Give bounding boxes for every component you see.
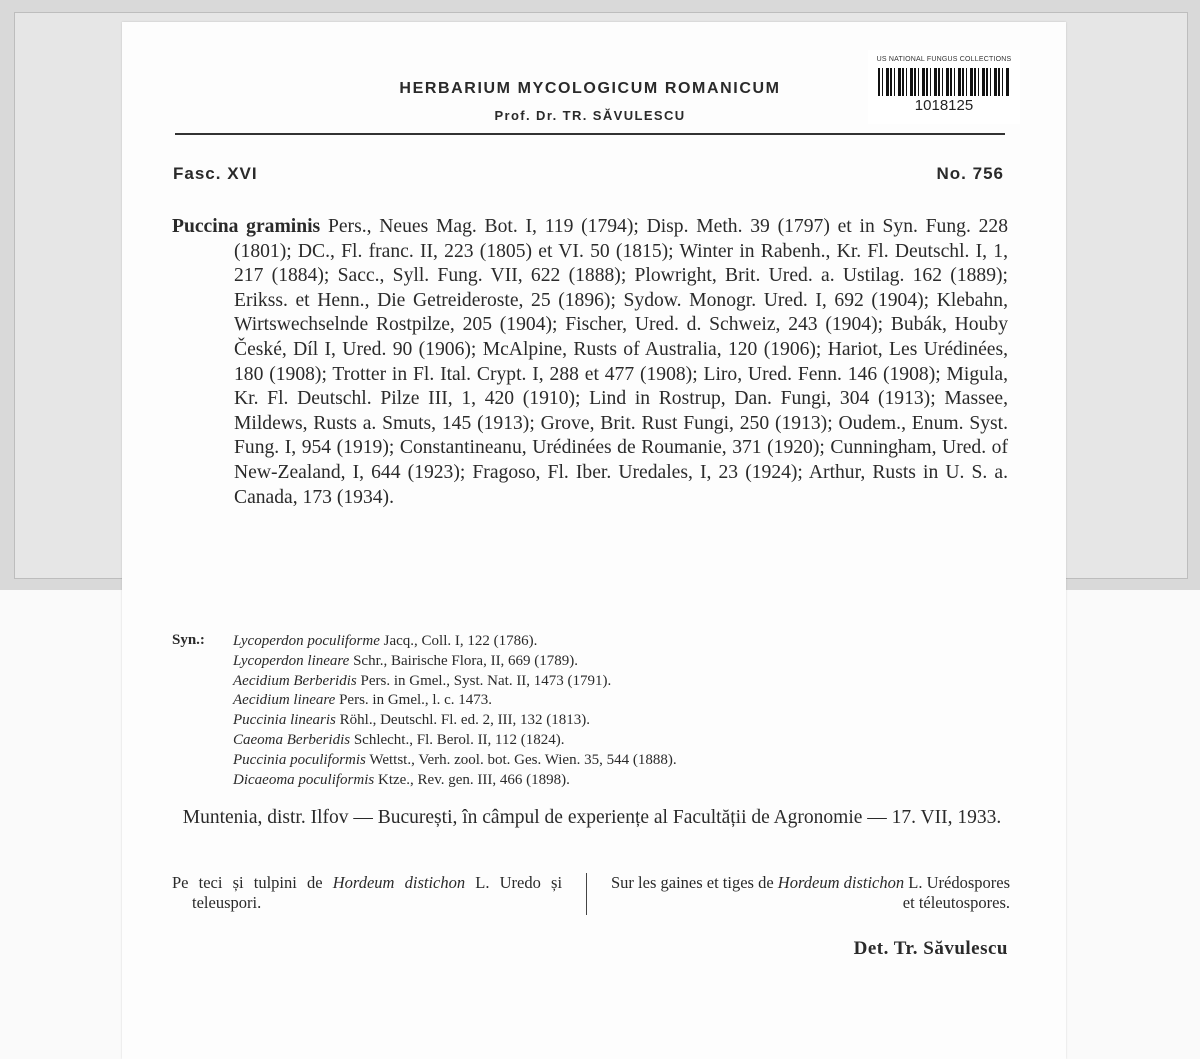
barcode-number: 1018125: [914, 97, 974, 114]
synonym-item: [233, 771, 1023, 791]
synonym-ref: Schlecht., Fl. Berol. II, 112 (1824).: [353, 731, 565, 748]
host-note-romanian: [172, 873, 562, 913]
synonym-name: Dicaeoma poculiformis: [233, 771, 375, 788]
synonym-ref: Pers. in Gmel., Syst. Nat. II, 1473 (1791).: [360, 672, 612, 689]
determiner: Det. Tr. Săvulescu: [853, 938, 1008, 959]
fascicle-label: Fasc. XVI: [173, 164, 258, 183]
synonym-item: [233, 731, 1023, 751]
barcode-sticker: [868, 50, 1020, 124]
synonyms-list: [233, 632, 1023, 790]
synonym-item: [233, 711, 1023, 731]
taxon-name: Puccina graminis: [172, 216, 321, 237]
synonym-item: [233, 691, 1023, 711]
synonym-ref: Pers. in Gmel., l. c. 1473.: [339, 692, 492, 709]
herbarium-title: HERBARIUM MYCOLOGICUM ROMANICUM: [399, 80, 781, 97]
taxon-citation: [172, 215, 1008, 510]
header-rule: [175, 133, 1005, 135]
barcode-caption: US NATIONAL FUNGUS COLLECTIONS: [876, 56, 1012, 63]
synonym-ref: Jacq., Coll. I, 122 (1786).: [383, 633, 538, 649]
synonym-name: Aecidium Berberidis: [233, 672, 357, 689]
barcode-icon: [878, 68, 1010, 96]
host-ro-before: Pe teci și tulpini de: [172, 873, 323, 892]
synonym-item: [233, 632, 1023, 652]
specimen-number: No. 756: [936, 164, 1004, 183]
host-divider: [586, 873, 587, 915]
synonyms-label: Syn.:: [172, 632, 205, 648]
synonym-ref: Schr., Bairische Flora, II, 669 (1789).: [353, 652, 579, 669]
synonym-item: [233, 652, 1023, 672]
synonym-ref: Wettst., Verh. zool. bot. Ges. Wien. 35, 544 (1888).: [369, 751, 677, 768]
herbarium-subtitle: Prof. Dr. TR. SĂVULESCU: [494, 108, 686, 123]
host-fr-before: Sur les gaines et tiges de: [611, 873, 774, 892]
synonym-name: Lycoperdon poculiforme: [233, 633, 380, 649]
synonym-name: Lycoperdon lineare: [233, 652, 350, 669]
synonym-item: [233, 751, 1023, 771]
synonym-name: Puccinia linearis: [233, 712, 336, 729]
host-ro-after: L. Uredo și teleuspori.: [192, 873, 563, 912]
collection-locality: Muntenia, distr. Ilfov — București, în câmpul de experiențe al Facultății de Agronomie — 17. VII, 1933.: [182, 807, 1002, 828]
host-fr-name: Hordeum distichon: [777, 873, 905, 892]
synonym-name: Aecidium lineare: [233, 692, 336, 709]
citation-text: Pers., Neues Mag. Bot. I, 119 (1794); Disp. Meth. 39 (1797) et in Syn. Fung. 228 (1801); DC., Fl. franc. II, 223 (1805) et VI. 50 (1815); Winter in Rabenh., Kr. Fl. Deutschl. I, 1, 217 (1884); Sacc., Syll. Fung. VII, 622 (1888); Plowright, Brit. Ured. a. Ustilag. 162 (1889); Erikss. et Henn., Die Getreideroste, 25 (1896); Sydow. Monogr. Ured. I, 692 (1904); Klebahn, Wirtswechselnde Rostpilze, 205 (1904); Fischer, Ured. d. Schweiz, 243 (1904); Bubák, Houby České, Díl I, Ured. 90 (1906); McAlpine, Rusts of Australia, 120 (1906); Hariot, Les Urédinées, 180 (1908); Trotter in Fl. Ital. Crypt. I, 288 et 477 (1908); Liro, Ured. Fenn. 146 (1908); Migula, Kr. Fl. Deutschl. Pilze III, 1, 420 (1910); Lind in Rostrup, Dan. Fungi, 304 (1913); Massee, Mildews, Rusts a. Smuts, 145 (1913); Grove, Brit. Rust Fungi, 250 (1913); Oudem., Enum. Syst. Fung. I, 954 (1919); Constantineanu, Urédinées de Roumanie, 371 (1920); Cunningham, Ured. of New-Zealand, I, 644 (1923); Fragoso, Fl. Iber. Uredales, I, 23 (1924); Arthur, Rusts in U. S. a. Canada, 173 (1934).: [234, 216, 1008, 508]
synonym-ref: Ktze., Rev. gen. III, 466 (1898).: [377, 771, 570, 788]
host-ro-name: Hordeum distichon: [332, 873, 466, 892]
host-fr-after: L. Urédospores et téleutospores.: [902, 873, 1010, 912]
synonym-name: Caeoma Berberidis: [233, 731, 351, 748]
synonym-ref: Röhl., Deutschl. Fl. ed. 2, III, 132 (1813).: [339, 712, 591, 729]
synonym-item: [233, 672, 1023, 692]
host-note-french: [610, 873, 1010, 913]
synonym-name: Puccinia poculiformis: [233, 751, 366, 768]
